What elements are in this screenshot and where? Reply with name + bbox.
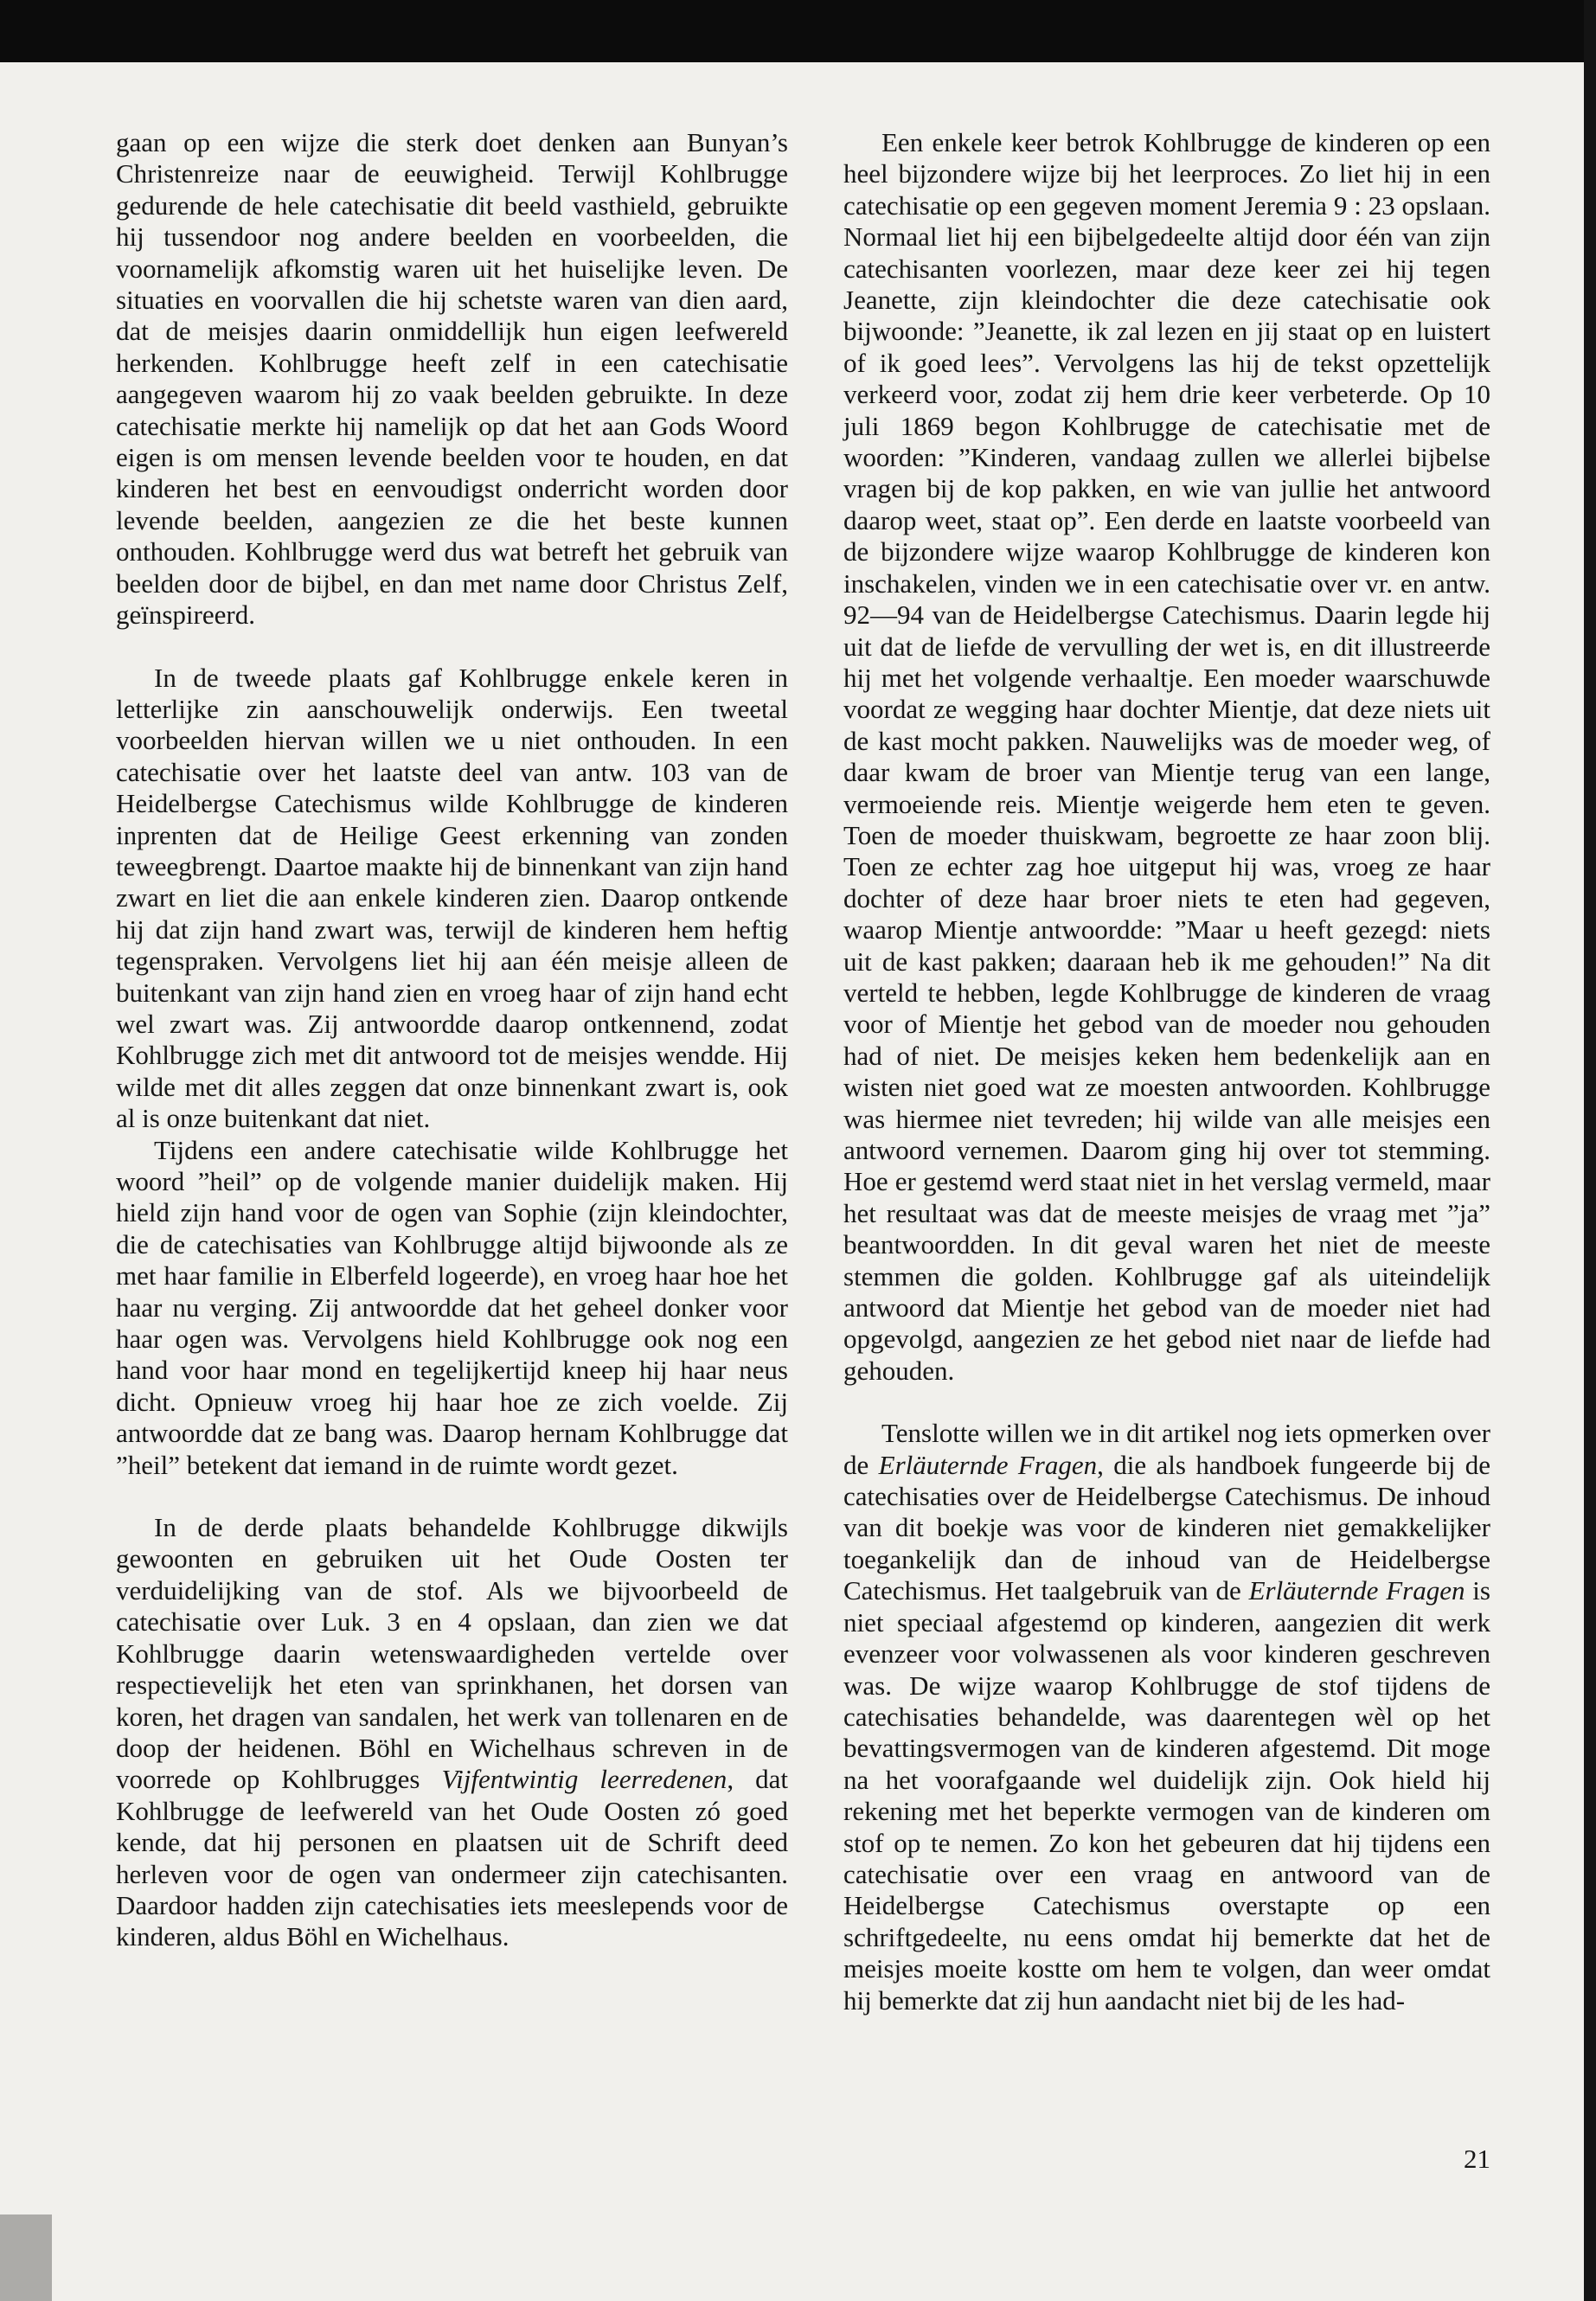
book-title: Vijfentwintig leerredenen bbox=[441, 1764, 727, 1795]
scan-border-left bbox=[0, 2214, 52, 2301]
paragraph: In de tweede plaats gaf Kohlbrugge enkele keren in letterlijke zin aanschouwelijk onderwijs. Een tweetal voorbeelden hiervan willen we u niet onthouden. In een catechisatie over het laatste deel van antw. 103 van de Heidelbergse Catechismus wilde Kohlbrugge de kinderen inprenten dat de Heilige Geest erkenning van zonden teweegbrengt. Daartoe maakte hij de binnenkant van zijn hand zwart en liet die aan enkele kinderen zien. Daarop ontkende hij dat zijn hand zwart was, terwijl de kinderen hem heftig tegenspraken. Vervolgens liet hij aan één meisje alleen de buitenkant van zijn hand zien en vroeg haar of zijn hand echt wel zwart was. Zij antwoordde daarop ontkennend, zodat Kohlbrugge zich met dit antwoord tot de meisjes wendde. Hij wilde met dit alles zeggen dat onze binnenkant zwart is, ook al is onze buitenkant dat niet. bbox=[116, 662, 788, 1134]
left-column bbox=[116, 127, 788, 1953]
book-title: Erläuternde Fragen bbox=[1248, 1575, 1465, 1606]
book-title: Erläuternde Fragen bbox=[878, 1449, 1098, 1480]
paragraph: gaan op een wijze die sterk doet denken aan Bunyan’s Christenreize naar de eeuwigheid. Terwijl Kohlbrugge gedurende de hele catechisatie dit beeld vasthield, gebruikte hij tussendoor nog andere beelden en voorbeelden, die voornamelijk afkomstig waren uit het huiselijke leven. De situaties en voorvallen die hij schetste waren van dien aard, dat de meisjes daarin onmiddellijk hun eigen leefwereld herkenden. Kohlbrugge heeft zelf in een catechisatie aangegeven waarom hij zo vaak beelden gebruikte. In deze catechisatie merkte hij namelijk op dat het aan Gods Woord eigen is om mensen levende beelden voor te houden, en dat kinderen het best en eenvoudigst onderricht worden door levende beelden, aangezien ze die het beste kunnen onthouden. Kohlbrugge werd dus wat betreft het gebruik van beelden door de bijbel, en dan met name door Christus Zelf, geïnspireerd. bbox=[116, 127, 788, 631]
paragraph: Een enkele keer betrok Kohlbrugge de kinderen op een heel bijzondere wijze bij het leerproces. Zo liet hij in een catechisatie op een gegeven moment Jeremia 9 : 23 opslaan. Normaal liet hij een bijbelgedeelte altijd door één van zijn catechisanten voorlezen, maar deze keer zei hij tegen Jeanette, zijn kleindochter die deze catechisatie ook bijwoonde: ”Jeanette, ik zal lezen en jij staat op en luistert of ik goed lees”. Vervolgens las hij de tekst opzettelijk verkeerd voor, zodat zij hem drie keer verbeterde. Op 10 juli 1869 begon Kohlbrugge de catechisatie met de woorden: ”Kinderen, vandaag zullen we allerlei bijbelse vragen bij de kop pakken, en wie van jullie het antwoord daarop weet, staat op”. Een derde en laatste voorbeeld van de bijzondere wijze waarop Kohlbrugge de kinderen kon inschakelen, vinden we in een catechisatie over vr. en antw. 92—94 van de Heidelbergse Catechismus. Daarin legde hij uit dat de liefde de vervulling der wet is, en dit illustreerde hij met het volgende verhaaltje. Een moeder waarschuwde voordat ze wegging haar dochter Mientje, dat deze niets uit de kast mocht pakken. Nauwelijks was de moeder weg, of daar kwam de broer van Mientje terug van een lange, vermoeiende reis. Mientje weigerde hem eten te geven. Toen de moeder thuiskwam, begroette ze haar zoon blij. Toen ze echter zag hoe uitgeput hij was, vroeg ze haar dochter of deze haar broer niets te eten had gegeven, waarop Mientje antwoordde: ”Maar u heeft gezegd: niets uit de kast pakken; daaraan heb ik me gehouden!” Na dit verteld te hebben, legde Kohlbrugge de kinderen de vraag voor of Mientje het gebod van de moeder nou gehouden had of niet. De meisjes keken hem bedenkelijk aan en wisten niet goed wat ze moesten antwoorden. Kohlbrugge was hiermee niet tevreden; hij wilde van alle meisjes een antwoord vernemen. Daarom ging hij over tot stemming. Hoe er gestemd werd staat niet in het verslag vermeld, maar het resultaat was dat de meeste meisjes de vraag met ”ja” beantwoordden. In dit geval waren het niet de meeste stemmen die golden. Kohlbrugge gaf als uiteindelijk antwoord dat Mientje het gebod van de moeder niet had opgevolgd, aangezien ze het gebod niet naar de liefde had gehouden. bbox=[843, 127, 1490, 1386]
paragraph: Tenslotte willen we in dit artikel nog iets opmerken over de Erläuternde Fragen, die als handboek fungeerde bij de catechisaties over de Heidelbergse Catechismus. De inhoud van dit boekje was voor de kinderen niet gemakkelijker toegankelijk dan de inhoud van de Heidelbergse Catechismus. Het taalgebruik van de Erläuternde Fragen is niet speciaal afgestemd op kinderen, aangezien dit werk evenzeer voor volwassenen als voor kinderen geschreven was. De wijze waarop Kohlbrugge de stof tijdens de catechisaties behandelde, was daarentegen wèl op het bevattingsvermogen van de kinderen afgestemd. Dit moge na het voorafgaande wel duidelijk zijn. Ook hield hij rekening met het beperkte vermogen van de kinderen om stof op te nemen. Zo kon het gebeuren dat hij tijdens een catechisatie over een vraag en antwoord van de Heidelbergse Catechismus overstapte op een schriftgedeelte, nu eens omdat hij bemerkte dat het de meisjes moeite kostte om hem te volgen, dan weer omdat hij bemerkte dat zij hun aandacht niet bij de les had- bbox=[843, 1418, 1490, 2016]
page-number: 21 bbox=[1464, 2144, 1490, 2174]
scan-border-top bbox=[0, 0, 1596, 62]
right-column bbox=[843, 127, 1490, 2016]
paragraph: In de derde plaats behandelde Kohlbrugge dikwijls gewoonten en gebruiken uit het Oude Oosten ter verduidelijking van de stof. Als we bijvoorbeeld de catechisatie over Luk. 3 en 4 opslaan, dan zien we dat Kohlbrugge daarin wetenswaardigheden vertelde over respectievelijk het eten van sprinkhanen, het dorsen van koren, het dragen van sandalen, het werk van tollenaren en de doop der heidenen. Böhl en Wichelhaus schreven in de voorrede op Kohlbrugges Vijfentwintig leerredenen, dat Kohlbrugge de leefwereld van het Oude Oosten zó goed kende, dat hij personen en plaatsen uit de Schrift deed herleven voor de ogen van ondermeer zijn catechisanten. Daardoor hadden zijn catechisaties iets meeslepends voor de kinderen, aldus Böhl en Wichelhaus. bbox=[116, 1512, 788, 1952]
scan-border-right bbox=[1584, 0, 1596, 2301]
paragraph: Tijdens een andere catechisatie wilde Kohlbrugge het woord ”heil” op de volgende manier duidelijk maken. Hij hield zijn hand voor de ogen van Sophie (zijn kleindochter, die de catechisaties van Kohlbrugge altijd bijwoonde als ze met haar familie in Elberfeld logeerde), en vroeg haar hoe het haar nu verging. Zij antwoordde dat het geheel donker voor haar ogen was. Vervolgens hield Kohlbrugge ook nog een hand voor haar mond en tegelijkertijd kneep hij haar neus dicht. Opnieuw vroeg hij haar hoe ze zich voelde. Zij antwoordde dat ze bang was. Daarop hernam Kohlbrugge dat ”heil” betekent dat iemand in de ruimte wordt gezet. bbox=[116, 1134, 788, 1480]
